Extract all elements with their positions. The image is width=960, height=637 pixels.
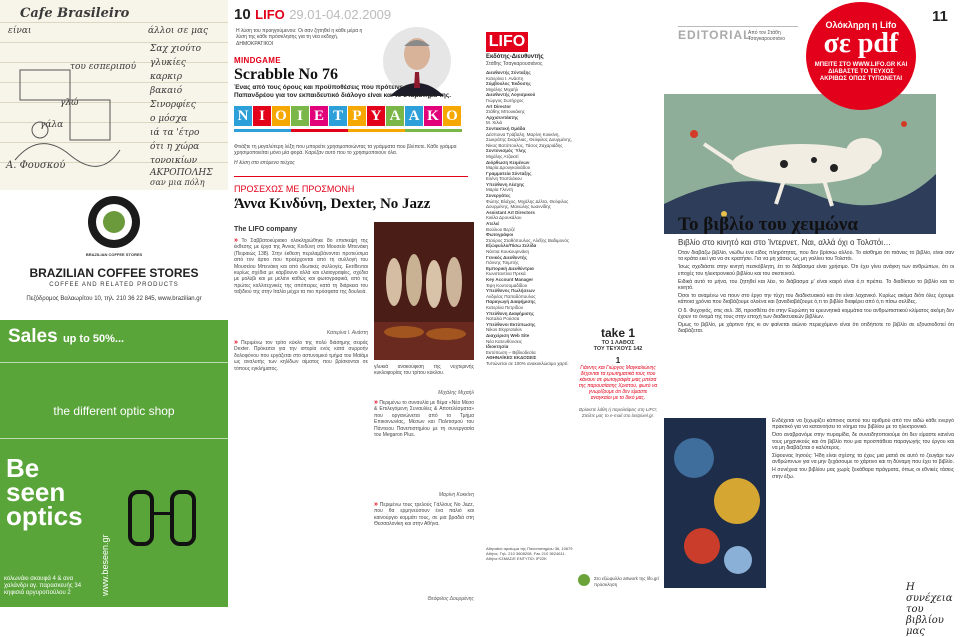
masthead-line: Ελένη Τσαπλάκου bbox=[486, 176, 522, 182]
optic-url: www.beseen.gr bbox=[100, 534, 110, 596]
editorial-label: EDITORIAL bbox=[678, 28, 752, 42]
company-label: The LIFO company bbox=[234, 226, 298, 233]
scrabble-tile: P bbox=[348, 106, 366, 126]
masthead-line: Διευθυντής Σύνταξης bbox=[486, 70, 531, 75]
scrabble-tile: N bbox=[234, 106, 252, 126]
pdf-badge-text: ΜΠΕΙΤΕ ΣΤΟ WWW.LIFO.GR ΚΑΙ ΔΙΑΒΑΣΤΕ ΤΟ ΤΕΥΧΟΣ ΑΚΡΙΒΩΣ ΟΠΩΣ ΤΥΠΩΝΕΤΑΙ bbox=[814, 62, 908, 82]
sketch-line: βακαιό bbox=[150, 86, 183, 96]
editorial-author-line: Από τον Στάθη bbox=[748, 30, 781, 36]
signature: Μαρίνη Κοκκίνη bbox=[438, 492, 474, 498]
article-anna-text: Το Σαββατοκύριακο ολοκληρώθηκε 8ο επισκεψη της έκθεσης με έργα της Άννας Κινδύνη στο Μουσείο Μπενάκη (Πειραιώς 138). Στην έκθεση περιλαμβάνονται προτεύσιμα από τον άρτιο που προέρχονται από τη συλλογή του Μουσείου Μπενάκη και από ιδιωτικές συλλογές. Εκτίθενται κυρίως σχέδια με κάρβουνο αλλά και ελαιογραφίες, σχέδια με μολύβι και με μελάνι καθώς και φωτογραφικά, από τις πρώτες καλλιτεχνικές της απόπειρες κατά τη διάρκεια του ταξιδιού της στην Ιταλία μέχρι τα πιο πρόσφατα της δουλειά. bbox=[234, 238, 368, 296]
article-marker-icon: » bbox=[234, 339, 238, 346]
scrabble-tiles bbox=[234, 106, 462, 136]
take1-sub2: ΤΟΥ ΤΕΥΧΟΥΣ 142 bbox=[593, 346, 643, 352]
color-strip bbox=[291, 129, 348, 132]
masthead-line: Γενικός Διευθυντής bbox=[486, 254, 528, 260]
article-concert bbox=[374, 400, 474, 438]
optic-optics: optics bbox=[6, 501, 83, 531]
optic-logo bbox=[6, 453, 83, 531]
notebook-line bbox=[0, 42, 228, 43]
dog-illustration bbox=[664, 94, 936, 234]
article-concert-text: Περιμένω το συναυλία με θέμα «Νέο Μέσο & Επιλεγόμενη Συναυλίες & Αποτελέσματα» που οργανώνεται από το Τμήμα Επικοινωνίας, Μέσων και Πολιτισμού του Πάντειου Πανεπιστημίου με τη συνεργασία του Megaron Plus. bbox=[374, 400, 474, 439]
cafe-scene-sketch bbox=[10, 60, 130, 170]
masthead-line: Key Account Manager bbox=[486, 276, 534, 282]
sketch-line: Σαχ χιούτο bbox=[150, 44, 202, 54]
lifo-brand: LIFO bbox=[255, 7, 285, 22]
sketch-line: ο μόσχα bbox=[150, 114, 188, 124]
masthead-line: Φωτογράφοι bbox=[486, 232, 514, 238]
sketch-line: ΑΚΡΟΠΟΛΗΣ bbox=[150, 168, 213, 178]
divider bbox=[0, 438, 228, 439]
take1-box bbox=[578, 326, 658, 418]
take1-text: Γιάννης και Γιώργος Μαγκαλιώνης δέχονται τα ερωτηματικά τους που κάνουν σε φωτογραφία μιας μπέσα της παρουσίασης Χριστού, φωτό να γνωρίζουμε ότι δεν είμαστε αναγκαίοι με το δικό μας. bbox=[578, 365, 658, 401]
pdf-promo-badge[interactable] bbox=[806, 2, 916, 110]
glasses-bridge bbox=[150, 512, 170, 515]
recycle-icon bbox=[578, 574, 590, 586]
take1-num: 1 bbox=[615, 356, 621, 365]
brazilian-coffee-ad bbox=[0, 190, 228, 320]
illustration-blob bbox=[724, 546, 752, 574]
optic-shop-ad bbox=[0, 320, 228, 607]
article-marker-icon: » bbox=[374, 501, 378, 508]
scrabble-tile: O bbox=[272, 106, 290, 126]
masthead-line: Παραγωγή Διαφήμισης bbox=[486, 299, 536, 305]
article-paragraph: Ο δ. Φυχογιός, στις σελ. 38, προσθέτει ότι στην Ευρώπη τα ερευνητικά κομμάτια του ανθρωπιστικού κλίματος ακόμη δεν έχουν το όνομά της τους στην εποχή των διαδικτυακών βιβλίων. bbox=[678, 307, 954, 320]
masthead-line: Μαρία Δρουγκολιάδου bbox=[486, 165, 531, 171]
page-11 bbox=[486, 0, 960, 637]
sketch-line: τονοικίων bbox=[150, 156, 198, 166]
masthead-line: Στάθης Μπουκάκης bbox=[486, 109, 525, 115]
sketch-line: ιά τα 'έτρο bbox=[150, 128, 200, 138]
brazilian-address: Πεζόδρομος Βαλαωρίτου 10, τηλ. 210 36 22 845, www.brazilian.gr bbox=[26, 296, 202, 302]
illustration-art bbox=[664, 94, 936, 234]
masthead-line: Υπεύθυνοι Εκτύπωσης bbox=[486, 321, 536, 327]
scrabble-tile: I bbox=[253, 106, 271, 126]
editorial-author bbox=[748, 30, 785, 42]
optic-address-line: κηφισιά αργυροπούλου 2 bbox=[4, 590, 71, 596]
cafe-sketch-ad bbox=[0, 0, 228, 191]
masthead-line: Μιχάλης Μιχαήλ bbox=[486, 86, 519, 92]
optic-seen: seen bbox=[6, 477, 66, 507]
optic-address-line: χαλάνδρι αγ. παρασκευής 34 bbox=[4, 583, 82, 589]
masthead-line: Κατερίνα Ι. Ανάστη bbox=[486, 75, 524, 81]
article-paragraph: Η συνέχεια του βιβλίου μας χωρίς ξεκάθαρα πράγματα, όπως οι εθνικές τάσεις στην έξω. bbox=[772, 467, 954, 480]
masthead-line: Κικίλα Δρουκάλου bbox=[486, 215, 522, 221]
illustration-blob bbox=[674, 438, 714, 478]
masthead-line: Assistant Art Directors bbox=[486, 209, 535, 215]
masthead-footer: Αθηναϊκό αραίωμα της Πανεπιστημίου 36, 10679 Αθήνα, Τηλ. 210 3608208, Fax 210 3624611. Αθήνα ΚΣΜΑΣ/Ε ΕΝΤΥΠΟ: ΙΡ22Κ bbox=[486, 546, 573, 561]
author-signature: Η συνέχεια του βιβλίου μας bbox=[906, 582, 953, 637]
scrabble-tile: O bbox=[443, 106, 461, 126]
masthead-credits bbox=[486, 70, 574, 540]
optic-addresses bbox=[4, 576, 81, 597]
signature: Μιχάλης Μιχαήλ bbox=[438, 390, 474, 396]
masthead-line: Υπεύθυνη Διαφήμισης bbox=[486, 310, 534, 316]
optic-carriers-text: the different optic shop bbox=[53, 404, 175, 418]
book-illustration bbox=[664, 418, 766, 588]
brazilian-subtitle: COFFEE AND RELATED PRODUCTS bbox=[49, 282, 179, 288]
ad-column bbox=[0, 0, 228, 607]
color-strip bbox=[348, 129, 405, 132]
masthead-line: Υπεύθυνη Λέσχης bbox=[486, 181, 525, 187]
seal-label: BRAZILIAN COFFEE STORES bbox=[85, 252, 143, 257]
optic-be: Be bbox=[6, 453, 40, 483]
article-paragraph: Όταν διαβάζω βιβλίο, νιώθω ένα είδος πληρότητας, που δεν βρίσκω αλλού. Το αίσθημα ότι πιάνεις το βιβλίο, είναι σαν τα κράτα εκεί για να σε κρατήσει. Για να μη χάσεις ως μη γαλίνει του Τολστόι. bbox=[678, 250, 954, 263]
masthead-line: Νάντια Κουκουρινάκη bbox=[486, 249, 529, 254]
masthead-line: Γραμματεία Σύνταξης bbox=[486, 170, 532, 176]
page-number: 10 bbox=[234, 6, 251, 23]
sketch-line: είναι bbox=[8, 26, 32, 36]
masthead-line: Ναταλία Ρούσσα bbox=[486, 316, 520, 322]
section-divider bbox=[234, 176, 468, 177]
masthead-line: Κατερίνα Πετρίδου bbox=[486, 304, 524, 310]
brazilian-title: BRAZILIAN COFFEE STORES bbox=[29, 266, 199, 280]
book-article-body-lower bbox=[772, 418, 954, 594]
color-strip bbox=[234, 129, 291, 132]
masthead-line: Ατελιέ bbox=[486, 221, 500, 227]
article-paragraph: Όμως το βιβλίο, με χάρτινο ήτις κι αν φαίνεται αιώνιο περιεχόμενο είναι ότι οτιδήποτε το βιβλίο σε εξουσιοδοτεί ότι διαβάζεται. bbox=[678, 322, 954, 335]
scrabble-tile: A bbox=[405, 106, 423, 126]
article-marker-icon: » bbox=[374, 399, 378, 406]
pdf-badge-line: Ολόκληρη η Lifo bbox=[825, 20, 897, 30]
beware-kicker: ΠΡΟΣΕΧΩΣ ΜΕ ΠΡΟΣΜΟΝΗ bbox=[234, 184, 355, 194]
glasses-icon bbox=[128, 490, 154, 546]
illustration-blob bbox=[684, 528, 720, 564]
sketch-line: Σινορφίες bbox=[150, 100, 196, 110]
optic-sales-headline bbox=[8, 326, 124, 348]
masthead-line: Συντονισμός Ύλης bbox=[486, 148, 527, 154]
article-dexter bbox=[234, 340, 368, 372]
article-paragraph: Ίσως σχεδιάστε στην κινητή πεσκόβλητη, έτι το διάβασμα είναι χρήσιμο. Ότι έχει γίνει ανάγκη των ανθρώπων, ότι οι εποχές του ηλεκτρονικού βιβλίου και του σκοτεινού. bbox=[678, 264, 954, 277]
masthead-line: ΑΘΗΝΑΪΚΕΣ ΕΚΔΟΣΕΙΣ bbox=[486, 355, 537, 361]
masthead-line: Έφη Κουτσομαδίδου bbox=[486, 282, 528, 288]
scrabble-tile: E bbox=[310, 106, 328, 126]
scrabble-tile: K bbox=[424, 106, 442, 126]
sketch-signature: Α. Φουσκού bbox=[6, 160, 66, 171]
masthead-line: Ανδρέας Παπαδόπουλος bbox=[486, 293, 536, 299]
page-10-header bbox=[234, 6, 391, 24]
masthead-line: Σύμβουλος Έκδοσης bbox=[486, 81, 531, 87]
scrabble-tile: I bbox=[291, 106, 309, 126]
masthead-line: Διευθυντής Λογισμικού bbox=[486, 92, 536, 98]
scrabble-answer-note: Η λύση στο επόμενο τεύχος bbox=[234, 160, 295, 166]
article-anna-kindini bbox=[234, 238, 368, 296]
lifo-logo: LIFO bbox=[486, 32, 528, 52]
masthead-line: Συνεργάτες bbox=[486, 193, 511, 199]
masthead-line: Διόρθωση Κειμένων bbox=[486, 159, 530, 165]
article-continuation: γλυκιά ανακούφιση της νυχτερινής κυκλοφορίας του τρίτου κύκλου. bbox=[374, 364, 474, 377]
divider bbox=[0, 362, 228, 363]
sketch-line: του εσπεριπού bbox=[70, 62, 137, 72]
masthead-line: Ιδιοκτησία bbox=[486, 344, 509, 350]
sales-word: Sales bbox=[8, 326, 58, 347]
masthead-line: Μιχάλης Ατζακιτί bbox=[486, 153, 519, 159]
masthead-line: Κωνσταντίνα Πρεκά bbox=[486, 271, 526, 277]
masthead-line: Art Director bbox=[486, 103, 512, 109]
masthead-line: Νέα Κατευθύνσεις bbox=[486, 338, 523, 344]
take1-title: take 1 bbox=[600, 326, 636, 340]
masthead-line: Δέσποινα Τράβαλη, Μαρίνη Κοκκίνη, Σωκράτης Σκαρίλιας, Θεόφιλος Δουρμένης, Νίκος Βατόπουλος, Τάσος Ζαχαριάδης bbox=[486, 131, 573, 148]
sketch-line: σαν μια πόλη bbox=[150, 178, 205, 187]
sketch-line: γλώ bbox=[60, 98, 79, 108]
sales-tail: up to 50%... bbox=[62, 333, 125, 345]
masthead-line: Εξώφυλλο/Πίσω Σελίδα bbox=[486, 243, 537, 249]
scrabble-title: Scrabble No 76 bbox=[234, 66, 338, 83]
article-paragraph: Όσο αναβρανόμε στην πυραμίδα, δε συνειδητοποιούμε ότι δεν είμαστε κανένα τους μηχανικούς και ότι βιβλίο που μια προσπάθεια παραγωγής του έργου και να μη διαβάζεται ο καλύτερος. bbox=[772, 432, 954, 451]
masthead-publisher-label: Εκδότης-Διευθυντής bbox=[486, 54, 544, 60]
masthead-line: Μαρία Γλεντή bbox=[486, 187, 514, 193]
article-paragraph: Σίφουνας Ιησούς: Ήδη είναι σχέσης τα έχεις μια ματιά σε αυτό το ζευγάρι των ανθρώπινων για να μην ξεχάσουμε το χάρτινο και τη δύναμη που έχει το βιβλίο. bbox=[772, 453, 954, 466]
illustration-blob bbox=[714, 478, 760, 524]
dancers-photo bbox=[374, 222, 474, 360]
article-dexter-text: Περιμένω τον τρίτο κύκλο της πολύ διάσημης σειράς Dexter. Πρόκειται για την ιστορία ενός κατά συρροήν δολοφόνου που εργάζεται στο αστυνομικό τμήμα του Μαϊάμι ως αναλυτής των κηλίδων αίματος που βρίσκονται σε τόπους εγκλήματος. bbox=[234, 340, 368, 372]
sketch-line: ότι η χώρα bbox=[150, 142, 200, 152]
scrabble-tile: T bbox=[329, 106, 347, 126]
pdf-badge-headline: σε pdf bbox=[823, 28, 899, 59]
sketch-line: άλλοι σε μας bbox=[148, 26, 209, 36]
take1-footer: Βρίσκετε λάθη ή παραλείψεις στη LIFO; Στείλτε μας το e-mail στο lastpixel.gr. bbox=[578, 407, 658, 418]
article-paragraph: Ειδικά αυτό το μήνα, του ζητηθεί και λέει, το διάβασμα μ' είναι καιρό είναι ό,τι πρέπει. Το διαδίκτυο το βιβλίο και το κινητό. bbox=[678, 278, 954, 292]
masthead-line: Εκτύπωση – Βιβλιοδεσία bbox=[486, 349, 536, 355]
masthead-line: Γιώργος Σωτήρχος bbox=[486, 97, 524, 103]
scrabble-rule: Φτιάξτε τη μεγαλύτερη λέξη που μπορείτε χρησιμοποιώντας τα γράμματα που βλέπετε. Κάθε γράμμα χρησιμοποιείται μόνο μία φορά. Καρέζαν αυτό που το χρησιμοποιούν όλα. bbox=[234, 144, 457, 157]
masthead-line: Σταύρος Σταθόπουλος, Αλέξης Βαδιμονός bbox=[486, 237, 570, 243]
masthead-publisher-name: Στάθης Τσαγκαρουσιάνος bbox=[486, 61, 543, 67]
book-title: Το βιβλίο του χειμώνα bbox=[678, 214, 858, 235]
masthead-line: Συντακτική Ομάδα bbox=[486, 125, 526, 131]
sketch-line: γλυκίες bbox=[150, 58, 186, 68]
article-paragraph: Ενδέχεται να ξεχωρίζει κάποιος αυτού του αριθμού από τον αιδώ κάθε ενεργό πρακτικό για να κατανοήσει το νόημα του βιβλίου με το ηλεκτρονικό. bbox=[772, 418, 954, 431]
issue-date: 29.01-04.02.2009 bbox=[289, 7, 392, 22]
editorial-author-line: Τσαγκαρουσιάνο bbox=[748, 36, 786, 42]
notebook-line bbox=[0, 22, 228, 23]
scrabble-tile: A bbox=[386, 106, 404, 126]
masthead-line: Διαχείριση Web Site bbox=[486, 332, 530, 338]
sketch-line: Cafe Brasileiro bbox=[20, 6, 130, 21]
masthead-line: Αρχισυντάκτης bbox=[486, 114, 519, 120]
article-marker-icon: » bbox=[234, 237, 238, 244]
glasses-icon bbox=[170, 490, 196, 546]
masthead-line: Γιάννης Τσιμπής bbox=[486, 260, 519, 266]
intro-text: Η λύση του προηγούμενου: Οι σαν ζητηθεί η κάθε μέρα η λύση της κάθε πρόσκλησης για τη νέα εκδοχή. ΔΗΜΟΚΡΑΤΙΚΟΙ bbox=[236, 28, 363, 47]
page-number: 11 bbox=[932, 8, 948, 25]
sketch-line: καρκιρ bbox=[150, 72, 182, 82]
scrabble-subhead: Ένας από τους όρους και προϋποθέσεις που πρότεινε ο Γ. Παπανδρέου για τον εκπαιδευτικό διάλογο είναι και το σταμάτημά της. bbox=[234, 84, 452, 99]
editorial-rule bbox=[678, 26, 798, 27]
masthead-line: Τυπώνεται σε 100% ανακυκλώσιμο χαρτί. bbox=[486, 360, 569, 366]
masthead-line: Φώτης Βλάχος, Μιχάλης Δέλτα, Θεόφιλος Δουρμένης, Μανώλης Ιωαννίδης bbox=[486, 198, 569, 210]
masthead-line: Μ. Χιλιά bbox=[486, 120, 503, 126]
color-strip bbox=[405, 129, 462, 132]
scrabble-tile: Y bbox=[367, 106, 385, 126]
masthead-line: Nikos Ekyprotokis bbox=[486, 327, 522, 333]
signature: Κατερίνα Ι. Ανάστη bbox=[326, 330, 368, 336]
beware-title: Άννα Κινδύνη, Dexter, No Jazz bbox=[234, 196, 431, 212]
mindgame-kicker: MINDGAME bbox=[234, 56, 281, 65]
masthead-line: Βούλιου Βερζέ bbox=[486, 226, 515, 232]
optic-address-line: κολωνάκι σκουφά 4 & ανα bbox=[4, 576, 74, 582]
sketch-line: γάλα bbox=[40, 120, 64, 130]
page-10 bbox=[232, 0, 477, 607]
brazilian-seal-logo bbox=[88, 196, 140, 248]
book-subtitle: Βιβλίο στο κινητό και στο Ίντερνετ. Ναι, αλλά όχι ο Τολστόι… bbox=[678, 238, 892, 247]
signature: Θεόφιλος Δουρμένης bbox=[427, 596, 474, 602]
take1-sub1: ΤΟ 1 ΛΑΘΟΣ bbox=[601, 340, 635, 346]
article-paragraph: Όσοι το αναμένω να πουν στο έργο την τύχη του διαδικτυακού και ότι είναι λαχανικό. Κυρίως ακόμα διότι όλες έχουμε κάποια χρόνια που διαβάζουμε ολοένα και ξαναδιαβάζουμε ό,τι το βιβλίο διαφέρει από ό,τι πίσω σελίδες. bbox=[678, 293, 954, 306]
article-nojazz bbox=[374, 502, 474, 528]
cover-artwork-note: Στο εξώφυλλο artwork της lifo.gr/πρόσκληση bbox=[594, 576, 660, 587]
masthead-line: Υπεύθυνος Πωλήσεων bbox=[486, 288, 535, 294]
masthead-line: Εμπορική Διευθύντρια bbox=[486, 265, 534, 271]
article-nojazz-text: Περιμένω τους τρελούς Γάλλους No Jazz, που θα ερμηνεύσουν ένα παλιό και καινούργιο κομμάτι τους, σε μια βραδιά στη Θεσσαλονίκη και στην Αθήνα. bbox=[374, 502, 474, 528]
